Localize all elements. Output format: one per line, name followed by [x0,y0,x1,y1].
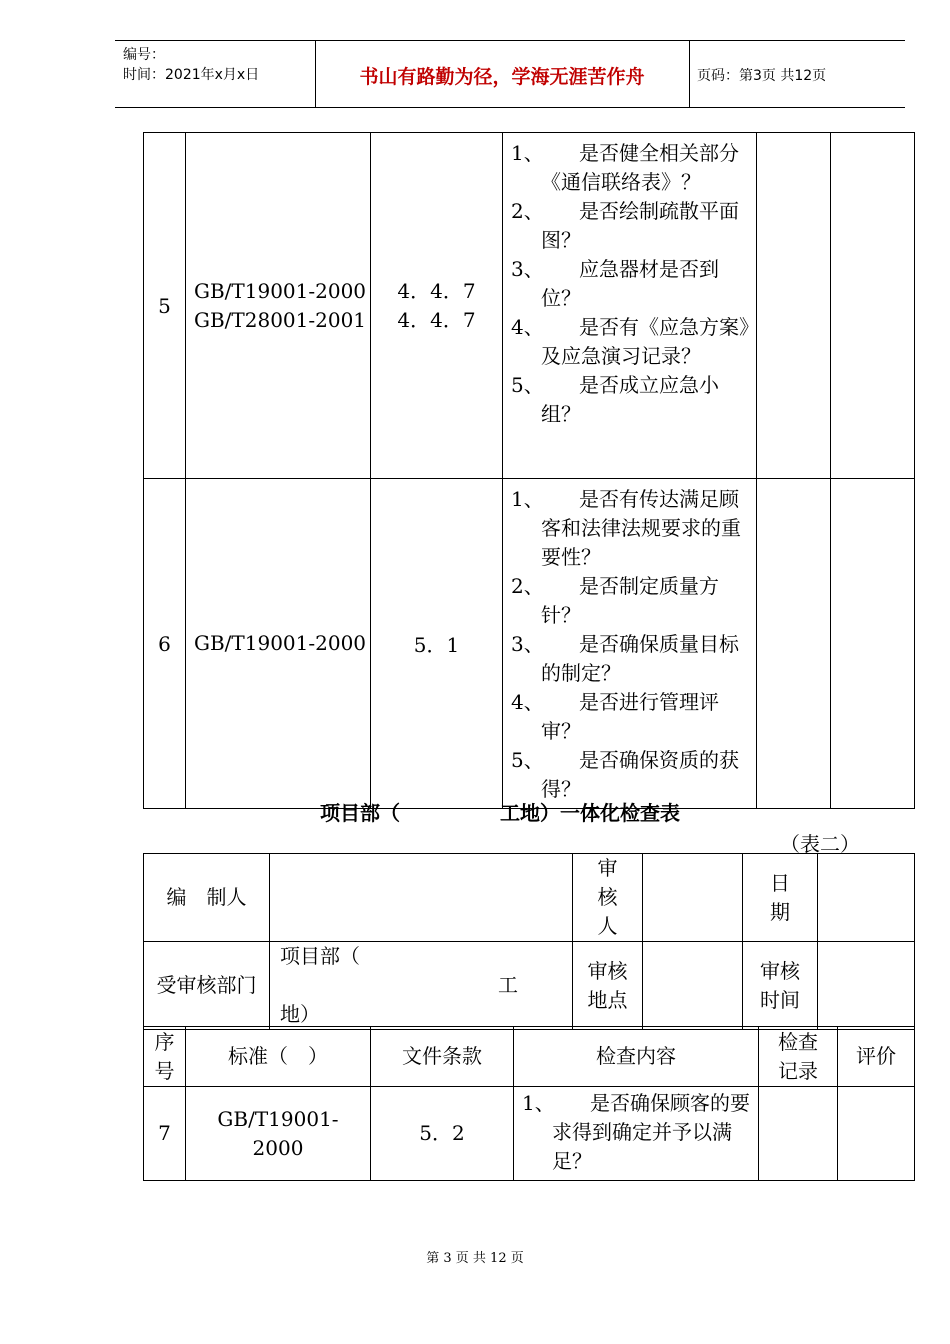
list-item: 5、 是否成立应急小组？ [511,373,719,426]
page-header [115,40,905,108]
header-record: 检查记录 [759,1027,838,1087]
check-content-cell [514,1087,759,1181]
list-item: 1、 是否确保顾客的要求得到确定并予以满足？ [522,1091,750,1173]
list-item: 3、 应急器材是否到位？ [511,257,719,310]
audit-info-table [143,853,915,1030]
checklist-table-continued [143,132,915,809]
header-content: 检查内容 [514,1027,759,1087]
reviewer-label: 审核人 [573,854,643,942]
document-number: 编号： [123,47,165,63]
audit-time-label: 审核时间 [743,942,818,1030]
row-number: 7 [144,1087,186,1181]
standard-cell: GB/T19001-2000 [186,479,371,809]
header-motto: 书山有路勤为径，学海无涯苦作舟 [359,65,645,88]
list-item: 2、 是否绘制疏散平面图？ [511,199,739,252]
list-item: 5、 是否确保资质的获得？ [511,748,739,801]
audited-dept-value: 项目部（ 工 地） [270,942,573,1030]
list-item: 3、 是否确保质量目标的制定？ [511,632,739,685]
header-divider [689,41,690,107]
standard-cell: GB/T19001-2000 [186,1087,371,1181]
table-row [144,133,915,479]
standard-cell: GB/T19001-2000 GB/T28001-2001 [186,133,371,479]
list-item: 2、 是否制定质量方针？ [511,574,719,627]
date-label: 日期 [743,854,818,942]
header-evaluation: 评价 [838,1027,915,1087]
check-record-cell [757,133,831,479]
compiler-label: 编 制人 [144,854,270,942]
table-header-row [144,1027,915,1087]
list-item: 1、 是否健全相关部分《通信联络表》？ [511,141,739,194]
audited-dept-label: 受审核部门 [144,942,270,1030]
audit-place-value [643,942,743,1030]
reviewer-value [643,854,743,942]
table-number: （表二） [780,832,860,856]
check-content-cell [503,479,757,809]
clause-cell: 5．1 [371,479,503,809]
checklist-table [143,1026,915,1181]
header-meta [123,45,259,85]
list-item: 4、 是否进行管理评审？ [511,690,719,743]
header-standard: 标准（ ） [186,1027,371,1087]
audit-place-label: 审核地点 [573,942,643,1030]
header-page-number: 页码：第3页 共12页 [697,68,827,84]
list-item: 1、 是否有传达满足顾客和法律法规要求的重要性？ [511,487,741,569]
clause-cell: 5．2 [371,1087,514,1181]
header-no: 序号 [144,1027,186,1087]
table-row [144,1087,915,1181]
compiler-value [270,854,573,942]
row-number: 6 [144,479,186,809]
audit-time-value [818,942,915,1030]
check-content-cell [503,133,757,479]
header-clause: 文件条款 [371,1027,514,1087]
table-row [144,479,915,809]
evaluation-cell [838,1087,915,1181]
document-time: 时间：2021年x月x日 [123,67,260,83]
check-record-cell [757,479,831,809]
row-number: 5 [144,133,186,479]
check-record-cell [759,1087,838,1181]
table-row [144,854,915,942]
clause-cell: 4．4．7 4．4．7 [371,133,503,479]
evaluation-cell [831,133,915,479]
section-title: 项目部（ 工地）一体化检查表 [320,801,680,825]
date-value [818,854,915,942]
table-row [144,942,915,1030]
list-item: 4、 是否有《应急方案》及应急演习记录？ [511,315,749,368]
evaluation-cell [831,479,915,809]
page-footer: 第 3 页 共 12 页 [426,1251,524,1266]
